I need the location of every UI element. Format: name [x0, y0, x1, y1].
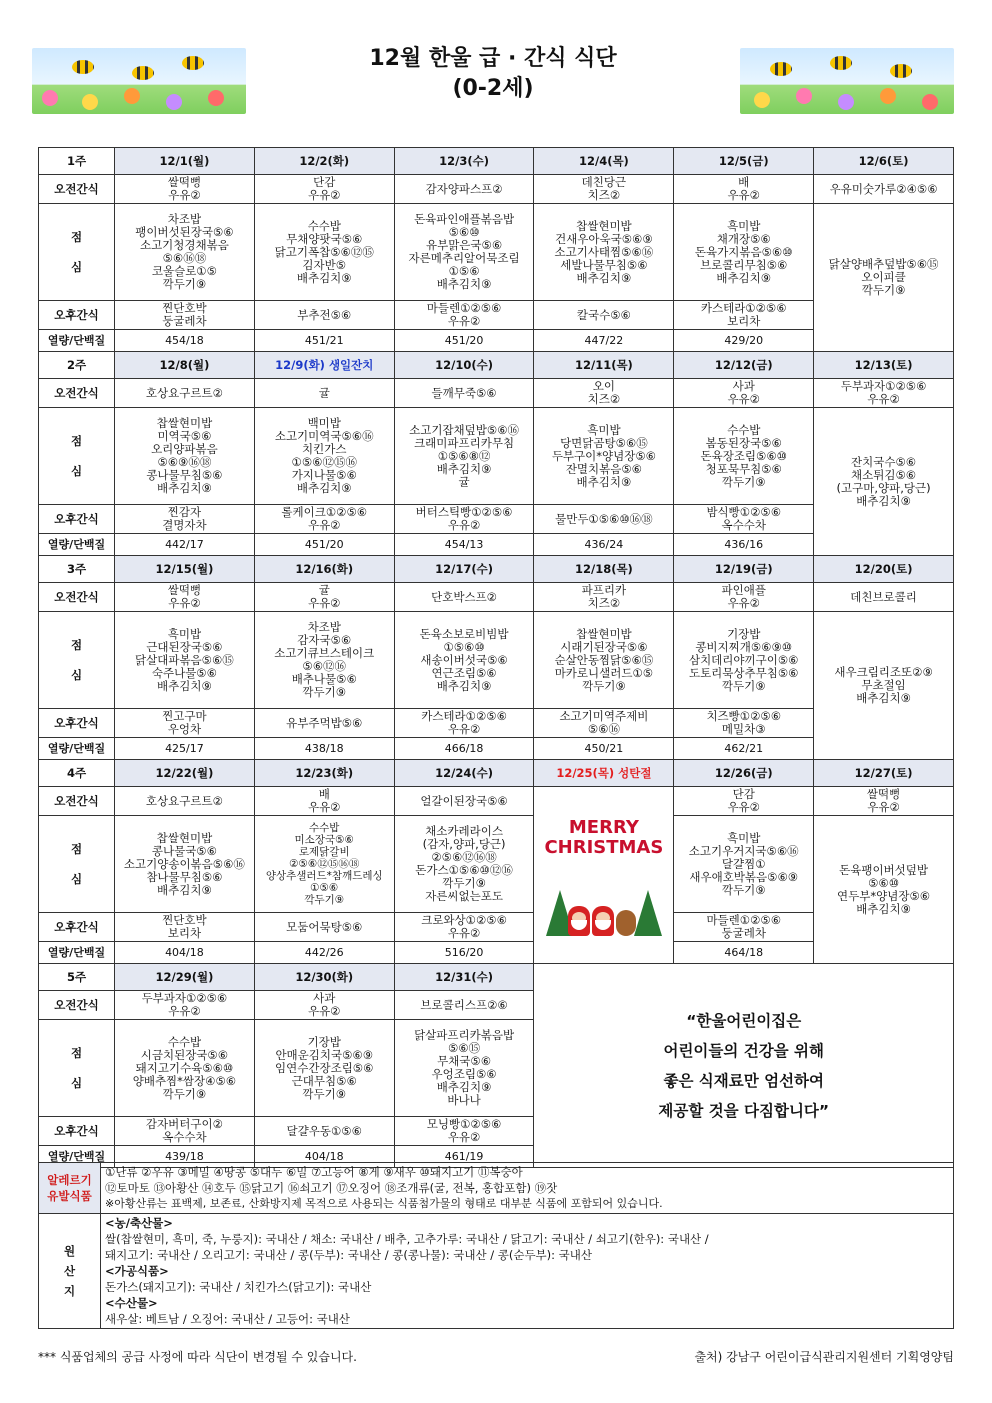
row-label-afternoon: 오후간식: [39, 709, 115, 738]
morning-snack-cell: 귤 우유②: [254, 583, 394, 612]
morning-snack-cell: 파인애플 우유②: [674, 583, 814, 612]
lunch-cell: 찹쌀현미밥 건새우아욱국⑤⑥⑨ 소고기사태찜⑤⑥⑯ 세발나물무침⑤⑥ 배추김치⑨: [534, 204, 674, 301]
saturday-lunch-cell: 잔치국수⑤⑥ 채소튀김⑤⑥ (고구마,양파,당근) 배추김치⑨: [814, 408, 954, 556]
afternoon-snack-cell: 칼국수⑤⑥: [534, 301, 674, 330]
page-title: [246, 44, 740, 104]
date-header: 12/29(월): [115, 964, 255, 991]
lunch-cell: 돈육소보로비빔밥 ①⑤⑥⑩ 새송이버섯국⑤⑥ 연근조림⑤⑥ 배추김치⑨: [394, 612, 534, 709]
reindeer-icon: [616, 910, 636, 936]
afternoon-snack-cell: 카스테라①②⑤⑥ 보리차: [674, 301, 814, 330]
morning-snack-cell: 호상요구르트②: [115, 379, 255, 408]
kcal-cell: 447/22: [534, 330, 674, 352]
footer-notice: *** 식품업체의 공급 사정에 따라 식단이 변경될 수 있습니다.: [38, 1350, 357, 1364]
lunch-cell: 닭살파프리카볶음밥 ⑤⑥⑮ 무채국⑤⑥ 우엉조림⑤⑥ 배추김치⑨ 바나나: [394, 1020, 534, 1117]
date-header: 12/27(토): [814, 760, 954, 787]
lunch-label-1: 점: [70, 434, 83, 448]
morning-snack-cell: 데친당근 치즈②: [534, 175, 674, 204]
afternoon-snack-cell: 감자버터구이② 옥수수차: [115, 1117, 255, 1146]
date-header: 12/17(수): [394, 556, 534, 583]
flower-icon: [166, 94, 182, 110]
allergy-line-2: ⑫토마토 ⑬아황산 ⑭호두 ⑮닭고기 ⑯쇠고기 ⑰오징어 ⑱조개류(굴, 전복, 홍합포함) ⑲잣: [105, 1181, 558, 1195]
row-label-morning: 오전간식: [39, 379, 115, 408]
row-label-kcal: 열량/단백질: [39, 942, 115, 964]
afternoon-snack-cell: 소고기미역주제비 ⑤⑥⑯: [534, 709, 674, 738]
santa-icon: [592, 906, 614, 936]
date-header: 12/11(목): [534, 352, 674, 379]
date-header: 12/10(수): [394, 352, 534, 379]
title-line-1: 12월 한울 급 · 간식 식단: [369, 46, 617, 71]
santa-icon: [568, 906, 590, 936]
kcal-cell: 461/19: [394, 1146, 534, 1168]
origin-line: 쌀(찹쌀현미, 흑미, 죽, 누룽지): 국내산 / 채소: 국내산 / 배추, 고추가루: 국내산 / 닭고기: 국내산 / 쇠고기(한우): 국내산 /: [105, 1232, 709, 1246]
origin-line: <가공식품>: [105, 1264, 169, 1278]
afternoon-snack-cell: 달걀우동①⑤⑥: [254, 1117, 394, 1146]
lunch-cell: 차조밥 팽이버섯된장국⑤⑥ 소고기청경채볶음 ⑤⑥⑯⑱ 코울슬로①⑤ 깍두기⑨: [115, 204, 255, 301]
bee-icon: [132, 66, 154, 80]
lunch-cell: 돈육파인애플볶음밥 ⑤⑥⑩ 유부맑은국⑤⑥ 자른메추리알어묵조림 ①⑤⑥ 배추김치⑨: [394, 204, 534, 301]
allergy-line-1: ①난류 ②우유 ③메밀 ④땅콩 ⑤대두 ⑥밀 ⑦고등어 ⑧게 ⑨새우 ⑩돼지고기 ⑪복숭아: [105, 1165, 523, 1179]
lunch-cell: 흑미밥 당면닭곰탕⑤⑥⑮ 두부구이*양념장⑤⑥ 잔멸치볶음⑤⑥ 배추김치⑨: [534, 408, 674, 505]
kcal-cell: 404/18: [254, 1146, 394, 1168]
afternoon-snack-cell: 부추전⑤⑥: [254, 301, 394, 330]
lunch-cell: 수수밥 무채양팟국⑤⑥ 닭고기폭찹⑤⑥⑫⑮ 김자반⑤ 배추김치⑨: [254, 204, 394, 301]
kcal-cell: 442/26: [254, 942, 394, 964]
date-header: 12/26(금): [674, 760, 814, 787]
bee-icon: [182, 56, 204, 70]
row-label-morning: 오전간식: [39, 991, 115, 1020]
morning-snack-cell: 배 우유②: [254, 787, 394, 816]
week-label: 5주: [39, 964, 115, 991]
afternoon-snack-cell: 찐단호박 보리차: [115, 913, 255, 942]
lunch-label-2: 심: [70, 464, 83, 478]
row-label-morning: 오전간식: [39, 583, 115, 612]
kcal-cell: 425/17: [115, 738, 255, 760]
lunch-cell: 수수밥 시금치된장국⑤⑥ 돼지고기수육⑤⑥⑩ 양배추찜*쌈장④⑤⑥ 깍두기⑨: [115, 1020, 255, 1117]
afternoon-snack-cell: 찐고구마 우엉차: [115, 709, 255, 738]
lunch-cell: 수수밥 봄동된장국⑤⑥ 돈육장조림⑤⑥⑩ 청포묵무침⑤⑥ 깍두기⑨: [674, 408, 814, 505]
kcal-cell: 436/24: [534, 534, 674, 556]
morning-snack-row: [39, 787, 954, 816]
morning-snack-cell: 브로콜리스프②⑥: [394, 991, 534, 1020]
meal-plan-table: [38, 147, 954, 1168]
bee-icon: [890, 64, 912, 78]
lunch-cell: 백미밥 소고기미역국⑤⑥⑯ 치킨가스 ①⑤⑥⑫⑮⑯ 가지나물⑤⑥ 배추김치⑨: [254, 408, 394, 505]
origin-content: [101, 1214, 954, 1329]
lunch-label-1: 점: [70, 842, 83, 856]
allergy-row: [39, 1163, 954, 1214]
lunch-label-2: 심: [70, 668, 83, 682]
morning-snack-row: [39, 583, 954, 612]
lunch-label-1: 점: [70, 638, 83, 652]
date-header: 12/4(목): [534, 148, 674, 175]
date-header: 12/31(수): [394, 964, 534, 991]
row-label-afternoon: 오후간식: [39, 505, 115, 534]
morning-snack-cell: 두부과자①②⑤⑥ 우유②: [115, 991, 255, 1020]
row-label-kcal: 열량/단백질: [39, 534, 115, 556]
lunch-cell: 차조밥 감자국⑤⑥ 소고기큐브스테이크 ⑤⑥⑫⑯ 배추나물⑤⑥ 깍두기⑨: [254, 612, 394, 709]
morning-snack-cell: 쌀떡뻥 우유②: [814, 787, 954, 816]
kcal-cell: 464/18: [674, 942, 814, 964]
date-header: 12/3(수): [394, 148, 534, 175]
morning-snack-cell: 데친브로콜리: [814, 583, 954, 612]
afternoon-snack-cell: 카스테라①②⑤⑥ 우유②: [394, 709, 534, 738]
afternoon-snack-cell: 밤식빵①②⑤⑥ 옥수수차: [674, 505, 814, 534]
afternoon-snack-cell: 물만두①⑤⑥⑩⑯⑱: [534, 505, 674, 534]
row-label-lunch: [39, 612, 115, 709]
flower-icon: [880, 88, 896, 104]
lunch-row: [39, 816, 954, 913]
morning-snack-cell: 감자양파스프②: [394, 175, 534, 204]
row-label-morning: 오전간식: [39, 787, 115, 816]
origin-line: 돈가스(돼지고기): 국내산 / 치킨가스(닭고기): 국내산: [105, 1280, 372, 1294]
kcal-cell: 466/18: [394, 738, 534, 760]
lunch-cell: 기장밥 안매운김치국⑤⑥⑨ 임연수간장조림⑤⑥ 근대무침⑤⑥ 깍두기⑨: [254, 1020, 394, 1117]
row-label-morning: 오전간식: [39, 175, 115, 204]
afternoon-snack-cell: 롤케이크①②⑤⑥ 우유②: [254, 505, 394, 534]
kcal-cell: 454/13: [394, 534, 534, 556]
lunch-cell: 찹쌀현미밥 미역국⑤⑥ 오리양파볶음 ⑤⑥⑨⑯⑱ 콩나물무침⑤⑥ 배추김치⑨: [115, 408, 255, 505]
title-line-2: (0-2세): [452, 76, 534, 101]
kcal-cell: 429/20: [674, 330, 814, 352]
row-label-lunch: [39, 1020, 115, 1117]
morning-snack-cell: 단감 우유②: [254, 175, 394, 204]
lunch-row: [39, 408, 954, 505]
morning-snack-cell: 단호박스프②: [394, 583, 534, 612]
allergy-origin-table: [38, 1162, 954, 1329]
morning-snack-row: [39, 379, 954, 408]
origin-label: 원 산 지: [39, 1214, 101, 1329]
kcal-cell: 450/21: [534, 738, 674, 760]
flower-icon: [42, 90, 58, 106]
afternoon-snack-cell: 유부주먹밥⑤⑥: [254, 709, 394, 738]
lunch-cell: 흑미밥 채개장⑤⑥ 돈육가지볶음⑤⑥⑩ 브로콜리무침⑤⑥ 배추김치⑨: [674, 204, 814, 301]
lunch-cell: 흑미밥 소고기우거지국⑤⑥⑯ 달걀찜① 새우애호박볶음⑤⑥⑨ 깍두기⑨: [674, 816, 814, 913]
row-label-lunch: [39, 408, 115, 505]
christmas-illustration: [544, 810, 664, 940]
week-label: 4주: [39, 760, 115, 787]
date-header: 12/12(금): [674, 352, 814, 379]
date-header: 12/6(토): [814, 148, 954, 175]
date-header: 12/15(월): [115, 556, 255, 583]
row-label-lunch: [39, 816, 115, 913]
week-label: 3주: [39, 556, 115, 583]
morning-snack-cell: 얼갈이된장국⑤⑥: [394, 787, 534, 816]
afternoon-snack-cell: 모둠어묵탕⑤⑥: [254, 913, 394, 942]
lunch-label-1: 점: [70, 1046, 83, 1060]
date-header: 12/20(토): [814, 556, 954, 583]
row-label-afternoon: 오후간식: [39, 301, 115, 330]
kcal-cell: 451/21: [254, 330, 394, 352]
morning-snack-cell: 들깨무죽⑤⑥: [394, 379, 534, 408]
origin-row: [39, 1214, 954, 1329]
kcal-cell: 451/20: [254, 534, 394, 556]
morning-snack-cell: 오이 치즈②: [534, 379, 674, 408]
bee-icon: [770, 62, 792, 76]
bee-flower-banner-right: [740, 48, 954, 114]
row-label-afternoon: 오후간식: [39, 913, 115, 942]
week-label: 2주: [39, 352, 115, 379]
christmas-date-header: 12/25(목) 성탄절: [534, 760, 674, 787]
date-header: 12/18(목): [534, 556, 674, 583]
kcal-cell: 454/18: [115, 330, 255, 352]
bee-flower-banner-left: [32, 48, 246, 114]
morning-snack-cell: 배 우유②: [674, 175, 814, 204]
allergy-label: 알레르기 유발식품: [39, 1163, 101, 1214]
kcal-cell: 439/18: [115, 1146, 255, 1168]
week-3-header-row: [39, 556, 954, 583]
footer-source: 출처) 강남구 어린이급식관리지원센터 기획영양팀: [694, 1350, 954, 1364]
lunch-row: [39, 612, 954, 709]
origin-line: <수산물>: [105, 1296, 158, 1310]
kcal-cell: 451/20: [394, 330, 534, 352]
center-motto-cell: [534, 964, 954, 1168]
date-header: 12/19(금): [674, 556, 814, 583]
afternoon-snack-cell: 크로와상①②⑤⑥ 우유②: [394, 913, 534, 942]
lunch-cell: 채소카레라이스 (감자,양파,당근) ②⑤⑥⑫⑯⑱ 돈가스①⑤⑥⑩⑫⑯ 깍두기⑨ 자른씨없는포도: [394, 816, 534, 913]
lunch-cell: 수수밥 미소장국⑤⑥ 로제닭갈비 ②⑤⑥⑫⑮⑯⑱ 양상추샐러드*참깨드레싱 ①⑤⑥ 깍두기⑨: [254, 816, 394, 913]
kcal-cell: 516/20: [394, 942, 534, 964]
flower-icon: [796, 88, 812, 104]
morning-snack-cell: 쌀떡뻥 우유②: [115, 583, 255, 612]
morning-snack-cell: 파프리카 치즈②: [534, 583, 674, 612]
row-label-kcal: 열량/단백질: [39, 738, 115, 760]
row-label-afternoon: 오후간식: [39, 1117, 115, 1146]
bee-icon: [72, 60, 94, 74]
flower-icon: [754, 92, 770, 108]
allergy-line-3: ※아황산류는 표백제, 보존료, 산화방지제 목적으로 사용되는 식품첨가물의 형태로 대부분 식품에 포함되어 있습니다.: [105, 1197, 663, 1210]
lunch-cell: 찹쌀현미밥 시래기된장국⑤⑥ 순살안동찜닭⑤⑥⑮ 마카로니샐러드①⑤ 깍두기⑨: [534, 612, 674, 709]
date-header: 12/1(월): [115, 148, 255, 175]
week-1-header-row: [39, 148, 954, 175]
kcal-cell: 436/16: [674, 534, 814, 556]
date-header: 12/8(월): [115, 352, 255, 379]
row-label-kcal: 열량/단백질: [39, 330, 115, 352]
date-header: 12/22(월): [115, 760, 255, 787]
morning-snack-cell: 두부과자①②⑤⑥ 우유②: [814, 379, 954, 408]
date-header: 12/24(수): [394, 760, 534, 787]
row-label-lunch: [39, 204, 115, 301]
bee-icon: [830, 56, 852, 70]
morning-snack-row: [39, 175, 954, 204]
allergy-content: [101, 1163, 954, 1214]
saturday-lunch-cell: 새우크림리조또②⑨ 무초절임 배추김치⑨: [814, 612, 954, 760]
lunch-cell: 기장밥 콩비지찌개⑤⑥⑨⑩ 삼치데리야끼구이⑤⑥ 도토리묵상추무침⑤⑥ 깍두기⑨: [674, 612, 814, 709]
lunch-cell: 찹쌀현미밥 콩나물국⑤⑥ 소고기양송이볶음⑤⑥⑯ 참나물무침⑤⑥ 배추김치⑨: [115, 816, 255, 913]
morning-snack-cell: 사과 우유②: [674, 379, 814, 408]
week-5-header-row: [39, 964, 954, 991]
week-2-header-row: [39, 352, 954, 379]
lunch-label-2: 심: [70, 872, 83, 886]
morning-snack-cell: 귤: [254, 379, 394, 408]
saturday-lunch-cell: 돈육팽이버섯덮밥 ⑤⑥⑩ 연두부*양념장⑤⑥ 배추김치⑨: [814, 816, 954, 964]
origin-line: <농/축산물>: [105, 1216, 173, 1230]
flower-icon: [208, 90, 224, 106]
flower-icon: [124, 88, 140, 104]
afternoon-snack-cell: 치즈빵①②⑤⑥ 메밀차③: [674, 709, 814, 738]
morning-snack-cell: 호상요구르트②: [115, 787, 255, 816]
date-header: 12/5(금): [674, 148, 814, 175]
afternoon-snack-cell: 마들렌①②⑤⑥ 둥굴레차: [674, 913, 814, 942]
saturday-lunch-cell: 닭살양배추덮밥⑤⑥⑮ 오이피클 깍두기⑨: [814, 204, 954, 352]
flower-icon: [82, 94, 98, 110]
afternoon-snack-cell: 찐감자 결명자차: [115, 505, 255, 534]
kcal-cell: 442/17: [115, 534, 255, 556]
christmas-tree-icon: [634, 890, 662, 936]
morning-snack-cell: 단감 우유②: [674, 787, 814, 816]
date-header: 12/30(화): [254, 964, 394, 991]
lunch-row: [39, 204, 954, 301]
flower-icon: [922, 94, 938, 110]
origin-line: 새우살: 베트남 / 오징어: 국내산 / 고등어: 국내산: [105, 1312, 350, 1326]
lunch-label-1: 점: [70, 230, 83, 244]
flower-icon: [838, 94, 854, 110]
lunch-cell: 흑미밥 근대된장국⑤⑥ 닭살대파볶음⑤⑥⑮ 숙주나물⑤⑥ 배추김치⑨: [115, 612, 255, 709]
date-header: 12/13(토): [814, 352, 954, 379]
afternoon-snack-cell: 마들렌①②⑤⑥ 우유②: [394, 301, 534, 330]
afternoon-snack-cell: 모닝빵①②⑤⑥ 우유②: [394, 1117, 534, 1146]
morning-snack-cell: 사과 우유②: [254, 991, 394, 1020]
kcal-cell: 404/18: [115, 942, 255, 964]
date-header: 12/23(화): [254, 760, 394, 787]
merry-christmas-text: MERRY CHRISTMAS: [544, 817, 664, 858]
lunch-label-2: 심: [70, 1076, 83, 1090]
afternoon-snack-cell: 찐단호박 둥굴레차: [115, 301, 255, 330]
christmas-cell: [534, 787, 674, 964]
week-4-header-row: [39, 760, 954, 787]
lunch-label-2: 심: [70, 260, 83, 274]
lunch-cell: 소고기잡채덮밥⑤⑥⑯ 크래미파프리카무침 ①⑤⑥⑧⑫ 배추김치⑨ 귤: [394, 408, 534, 505]
kcal-cell: 438/18: [254, 738, 394, 760]
birthday-party-date-header: 12/9(화) 생일잔치: [254, 352, 394, 379]
page-header: [32, 44, 954, 110]
date-header: 12/2(화): [254, 148, 394, 175]
morning-snack-cell: 우유미숫가루②④⑤⑥: [814, 175, 954, 204]
origin-line: 돼지고기: 국내산 / 오리고기: 국내산 / 콩(두부): 국내산 / 콩(콩나물): 국내산 / 콩(순두부): 국내산: [105, 1248, 593, 1262]
date-header: 12/16(화): [254, 556, 394, 583]
row-label-kcal: 열량/단백질: [39, 1146, 115, 1168]
kcal-cell: 462/21: [674, 738, 814, 760]
morning-snack-cell: 쌀떡뻥 우유②: [115, 175, 255, 204]
afternoon-snack-cell: 버터스틱빵①②⑤⑥ 우유②: [394, 505, 534, 534]
center-motto: “한울어린이집은 어린이들의 건강을 위해 좋은 식재료만 엄선하여 제공할 것을 다짐합니다”: [658, 1011, 830, 1120]
week-label: 1주: [39, 148, 115, 175]
